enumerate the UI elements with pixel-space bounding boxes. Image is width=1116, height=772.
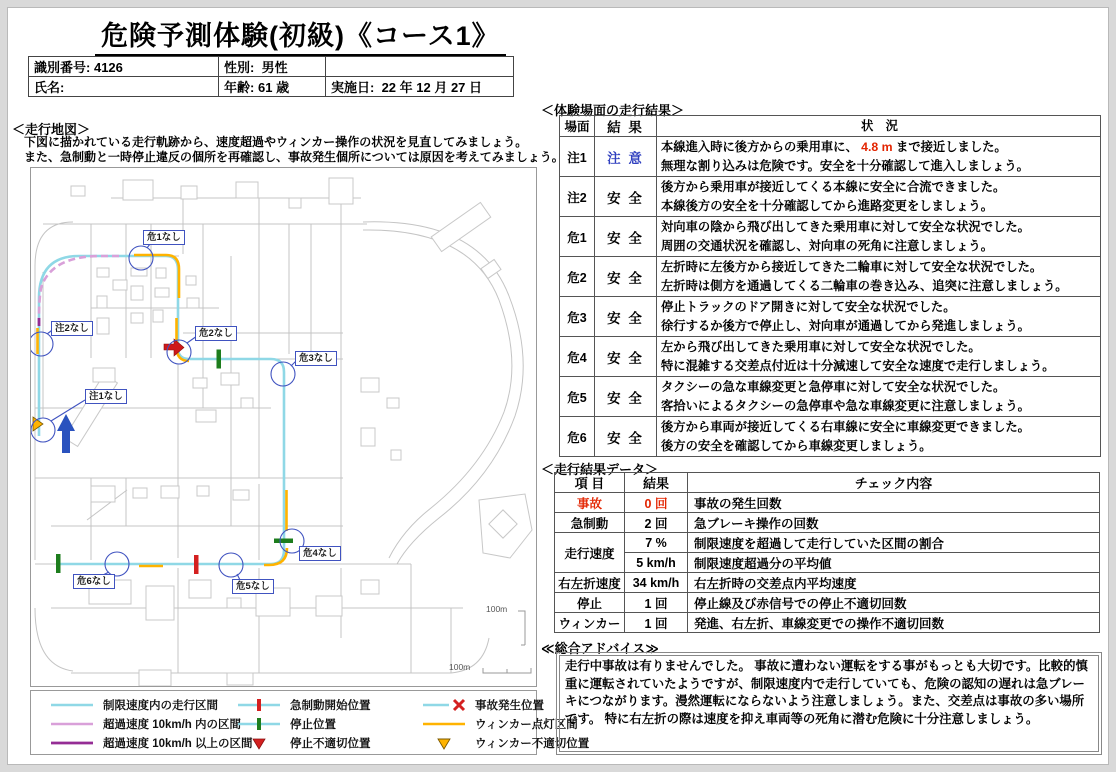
result-cell: 1 回 xyxy=(625,593,688,613)
situation-cell: 左から飛び出してきた乗用車に対して安全な状況でした。 特に混雑する交差点付近は十分減速して安全な速度で走行しましょう。 xyxy=(657,337,1101,377)
situation-cell: 本線進入時に後方からの乗用車に、 4.8 m まで接近しました。 無理な割り込みは危険です。安全を十分確認して進入しましょう。 xyxy=(657,137,1101,177)
result-row xyxy=(560,417,1101,457)
result-row xyxy=(560,297,1101,337)
legend-label: 超過速度 10km/h 以上の区間 xyxy=(103,737,253,750)
scene-cell: 危3 xyxy=(560,297,595,337)
map-description: 下図に描かれている走行軌跡から、速度超過やウィンカー操作の状況を見直してみましょう。 また、急制動と一時停止違反の個所を再確認し、事故発生個所については原因を考えてみましょう。 xyxy=(24,135,564,164)
winker-segments xyxy=(38,255,288,566)
legend-label: 超過速度 10km/h 内の区間 xyxy=(103,718,242,731)
legend-item xyxy=(236,733,371,752)
data-row xyxy=(555,573,1100,593)
scene-cell: 注2 xyxy=(560,177,595,217)
scene-cell: 危6 xyxy=(560,417,595,457)
highlight-value: 4.8 m xyxy=(861,139,893,154)
map-callout: 危4なし xyxy=(299,546,341,561)
item-header: 項 目 xyxy=(555,473,625,493)
map-legend xyxy=(30,690,590,755)
brake-marker xyxy=(194,555,199,574)
result-row xyxy=(560,217,1101,257)
result-row xyxy=(560,377,1101,417)
situation-cell: 後方から乗用車が接近してくる本線に安全に合流できました。 本線後方の安全を十分確認してから進路変更をしましょう。 xyxy=(657,177,1101,217)
stop-marker xyxy=(217,350,222,369)
brake-start-icon xyxy=(236,698,282,712)
stop-position-icon xyxy=(236,717,282,731)
result-cell: 安 全 xyxy=(595,417,657,457)
legend-label: 制限速度内の走行区間 xyxy=(103,699,218,712)
map-callout: 注1なし xyxy=(85,389,127,404)
result-cell: 安 全 xyxy=(595,297,657,337)
result-header: 結 果 xyxy=(595,116,657,137)
legend-column xyxy=(236,695,371,752)
info-row-2 xyxy=(29,77,514,97)
data-row xyxy=(555,493,1100,513)
winker-on-icon xyxy=(421,717,467,731)
situation-header: 状 況 xyxy=(657,116,1101,137)
data-row xyxy=(555,533,1100,553)
legend-item xyxy=(236,714,371,733)
result-header: 結果 xyxy=(625,473,688,493)
legend-label: ウィンカー不適切位置 xyxy=(475,737,590,750)
check-header: チェック内容 xyxy=(688,473,1100,493)
result-cell: 2 回 xyxy=(625,513,688,533)
result-cell: 安 全 xyxy=(595,177,657,217)
item-cell: 急制動 xyxy=(555,513,625,533)
result-cell: 34 km/h xyxy=(625,573,688,593)
legend-label: 停止不適切位置 xyxy=(290,737,371,750)
check-cell: 発進、右左折、車線変更での操作不適切回数 xyxy=(688,613,1100,633)
scene-cell: 注1 xyxy=(560,137,595,177)
results-header-row xyxy=(560,116,1101,137)
page-title: 危険予測体験(初級)《コース1》 xyxy=(95,14,506,56)
result-cell: 5 km/h xyxy=(625,553,688,573)
overspeed-segments xyxy=(39,256,119,326)
data-row xyxy=(555,553,1100,573)
check-cell: 急ブレーキ操作の回数 xyxy=(688,513,1100,533)
map-callout: 危5なし xyxy=(232,579,274,594)
item-cell: 右左折速度 xyxy=(555,573,625,593)
advice-text: 走行中事故は有りませんでした。 事故に遭わない運転をする事がもっとも大切です。比較的慎重に運転されていたようですが、制限速度内で走行していても、危険の認知の遅れは急ブレーキにつながります。漫然運転にならないよう注意しましょう。また、交差点は事故の多い場所です。 特に右左折の際は速度を抑え車両等の死角に潜む危険に十分注意しましょう。 xyxy=(559,655,1099,752)
map-callout: 注2なし xyxy=(51,321,93,336)
results-section-heading: ＜体験場面の走行結果＞ xyxy=(541,103,685,118)
situation-cell: 停止トラックのドア開きに対して安全な状況でした。 徐行するか後方で停止し、対向車が通過してから発進しましょう。 xyxy=(657,297,1101,337)
result-row xyxy=(560,257,1101,297)
check-cell: 停止線及び赤信号での停止不適切回数 xyxy=(688,593,1100,613)
check-cell: 制限速度超過分の平均値 xyxy=(688,553,1100,573)
data-section-heading: ＜走行結果データ＞ xyxy=(541,462,659,477)
age-cell: 年齢: 61 歳 xyxy=(219,77,326,97)
scene-results-table xyxy=(559,115,1101,457)
result-cell: 安 全 xyxy=(595,377,657,417)
map-callout: 危1なし xyxy=(143,230,185,245)
check-cell: 制限速度を超過して走行していた区間の割合 xyxy=(688,533,1100,553)
check-cell: 事故の発生回数 xyxy=(688,493,1100,513)
result-cell: 7 % xyxy=(625,533,688,553)
legend-item xyxy=(49,714,253,733)
result-cell: 注 意 xyxy=(595,137,657,177)
line-pink-icon xyxy=(49,717,95,731)
result-cell: 安 全 xyxy=(595,337,657,377)
info-row-1 xyxy=(29,57,514,77)
result-row xyxy=(560,137,1101,177)
gender-cell: 性別: 男性 xyxy=(219,57,326,77)
scale-label-vertical: 100m xyxy=(486,604,508,614)
scale-bracket xyxy=(483,611,531,673)
situation-cell: 対向車の陰から飛び出してきた乗用車に対して安全な状況でした。 周囲の交通状況を確認し、対向車の死角に注意しましょう。 xyxy=(657,217,1101,257)
stop-marker xyxy=(274,539,293,544)
result-cell: 0 回 xyxy=(625,493,688,513)
situation-cell: タクシーの急な車線変更と急停車に対して安全な状況でした。 客拾いによるタクシーの急停車や急な車線変更に注意しましょう。 xyxy=(657,377,1101,417)
situation-cell: 左折時に左後方から接近してきた二輪車に対して安全な状況でした。 左折時は側方を通過してくる二輪車の巻き込み、追突に注意しましょう。 xyxy=(657,257,1101,297)
scene-cell: 危5 xyxy=(560,377,595,417)
data-row xyxy=(555,613,1100,633)
result-cell: 1 回 xyxy=(625,613,688,633)
legend-item xyxy=(49,733,253,752)
date-cell: 実施日: 22 年 12 月 27 日 xyxy=(326,77,514,97)
result-cell: 安 全 xyxy=(595,257,657,297)
stop-marker xyxy=(56,554,61,573)
legend-item xyxy=(236,695,371,714)
stop-bad-icon xyxy=(236,736,282,750)
advice-box xyxy=(556,652,1102,755)
item-cell: 事故 xyxy=(555,493,625,513)
name-cell: 氏名: xyxy=(29,77,219,97)
legend-item xyxy=(49,695,253,714)
item-cell: 走行速度 xyxy=(555,533,625,573)
situation-cell: 後方から車両が接近してくる右車線に安全に車線変更できました。 後方の安全を確認してから車線変更しましょう。 xyxy=(657,417,1101,457)
scene-header: 場面 xyxy=(560,116,595,137)
result-row xyxy=(560,337,1101,377)
legend-label: 事故発生位置 xyxy=(475,699,544,712)
empty-cell xyxy=(326,57,514,77)
map-callout: 危6なし xyxy=(73,574,115,589)
scene-cell: 危2 xyxy=(560,257,595,297)
map-callout: 危2なし xyxy=(195,326,237,341)
item-cell: 停止 xyxy=(555,593,625,613)
route-path xyxy=(39,256,284,564)
advice-section-heading: ≪総合アドバイス≫ xyxy=(541,641,659,656)
legend-label: 停止位置 xyxy=(290,718,336,731)
scene-cell: 危4 xyxy=(560,337,595,377)
check-cell: 右左折時の交差点内平均速度 xyxy=(688,573,1100,593)
id-cell: 識別番号: 4126 xyxy=(29,57,219,77)
result-row xyxy=(560,177,1101,217)
item-cell: ウィンカー xyxy=(555,613,625,633)
winker-bad-icon xyxy=(421,736,467,750)
data-row xyxy=(555,593,1100,613)
map-section-heading: ＜走行地図＞ xyxy=(12,122,91,137)
scale-label-horizontal: 100m xyxy=(449,662,471,672)
route-map-canvas xyxy=(31,168,536,686)
route-map xyxy=(30,167,537,687)
data-header-row xyxy=(555,473,1100,493)
line-cyan-icon xyxy=(49,698,95,712)
scene-cell: 危1 xyxy=(560,217,595,257)
legend-label: 急制動開始位置 xyxy=(290,699,371,712)
legend-label: ウィンカー点灯区間 xyxy=(475,718,578,731)
result-cell: 安 全 xyxy=(595,217,657,257)
result-data-table xyxy=(554,472,1100,633)
data-row xyxy=(555,513,1100,533)
legend-column xyxy=(49,695,253,752)
accident-icon xyxy=(421,698,467,712)
line-purple-icon xyxy=(49,736,95,750)
driver-info-table xyxy=(28,56,514,97)
map-callout: 危3なし xyxy=(295,351,337,366)
